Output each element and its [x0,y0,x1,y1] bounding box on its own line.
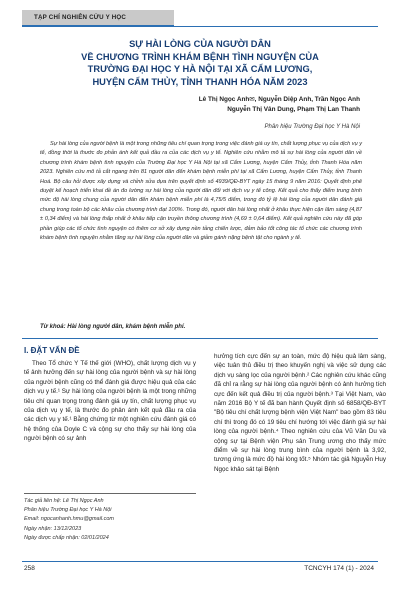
journal-name: TẠP CHÍ NGHIÊN CỨU Y HỌC [34,14,127,21]
authors-line-1: Lê Thị Ngọc Anh✉, Nguyễn Diệp Anh, Trần Ngọc Anh [198,96,360,103]
title-line-1: SỰ HÀI LÒNG CỦA NGƯỜI DÂN [129,39,271,49]
authors-line-2: Nguyễn Thị Vân Dung, Phạm Thị Lan Thanh [227,105,360,113]
header-divider [22,26,378,27]
article-title [30,38,370,88]
section-heading: I. ĐẶT VẤN ĐỀ [24,346,80,355]
author-affiliation: Phân hiệu Trường Đại học Y Hà Nội [264,124,360,130]
footnote-received-date: Ngày nhận: 13/12/2023 [24,525,82,532]
footnote-divider [24,493,196,494]
footnote-email: Email: ngocanhanh.hmu@gmail.com [24,516,114,523]
keywords-label: Từ khoá: [40,324,66,330]
keywords [40,324,370,330]
keywords-text: Hài lòng người dân, khám bệnh miễn phí. [65,324,186,330]
page-number: 258 [24,565,35,572]
footnote-accepted-date: Ngày được chấp nhận: 02/01/2024 [24,534,109,541]
body-column-right [214,352,386,474]
journal-header-tab [22,10,174,27]
body-column-left [24,359,196,444]
journal-issue: TCNCYH 174 (1) - 2024 [304,565,374,572]
abstract [40,140,362,243]
footer-divider [22,561,378,562]
author-list [100,95,360,114]
abstract-text: Sự hài lòng của người bệnh là một trong những tiêu chí quan trọng trong việc đánh giá uy tín, chất lượng phục vụ của dịch vụ y tế, đồng thời là thước đo phản ánh kết quả đầu ra của các dịch vụ y tế. Nghiên cứu nhằm mô tả sự hài lòng của người dân về chương trình khám bệnh tình nguyện của Trường Đại học Y Hà Nội tại xã Cẩm Lương, huyện Cẩm Thủy, tỉnh Thanh Hóa năm 2023. Nghiên cứu mô tả cắt ngang trên 81 người dân đến khám bệnh miễn phí tại xã Cẩm Lương, huyện Cẩm Thủy, tỉnh Thanh Hoá. Bộ câu hỏi được xây dựng và chỉnh sửa dựa trên quyết định số 4939/QĐ-BYT ngày 15 tháng 9 năm 2016: Quyết định phê duyệt kế hoạch triển khai đề án đo lường sự hài lòng của người dân đối với dịch vụ y tế công. Kết quả cho thấy điểm trung bình mức độ hài lòng chung của người dân đến khám bệnh miễn phí là 4,75/5 điểm, trong đó tỷ lệ hài lòng của người dân đánh giá chung trong toàn bộ các khâu của chương trình đạt 100%. Trong đó, người dân hài lòng nhất ở khâu thực hiện cận lâm sàng (4,87 ± 0,34 điểm) và hài lòng thấp nhất ở khâu tiếp cận truyền thông chương trình (4,69 ± 0,64 điểm). Kết quả nghiên cứu này đã góp phần giúp các tổ chức tình nguyện có thêm cơ sở xây dựng nền tảng chiến lược, đảm bảo tốt công tác tổ chức các chương trình khám bệnh tình nguyện nhằm tăng sự hài lòng của người dân và giảm gánh nặng bệnh tật cho ngành y tế. [40,141,362,242]
footnotes [24,497,196,543]
footnote-institution: Phân hiệu Trường Đại học Y Hà Nội [24,507,112,514]
title-line-2: VỀ CHƯƠNG TRÌNH KHÁM BỆNH TÌNH NGUYỆN CỦA [81,51,319,62]
title-line-3: TRƯỜNG ĐẠI HỌC Y HÀ NỘI TẠI XÃ CẨM LƯƠNG, [87,64,313,75]
body-paragraph-left: Theo Tổ chức Y Tế thế giới (WHO), chất lượng dịch vụ y tế ảnh hưởng đến sự hài lòng của người bệnh và sự hài lòng của người bệnh cũng có thể đánh giá được hiệu quả của các dịch vụ y tế.¹ Sự hài lòng của người bệnh là một trong những tiêu chí quan trọng trong đánh giá uy tín, chất lượng phục vụ của dịch vụ y tế, là thước đo phản ánh kết quả đầu ra của các dịch vụ y tế.¹ Bằng chứng từ một nghiên cứu đánh giá có hệ thống của Doyle C và cộng sự cho thấy sự hài lòng của người bệnh có sự ảnh [24,360,196,443]
body-paragraph-right: hưởng tích cực đến sự an toàn, mức độ hiệu quả lâm sàng, việc tuân thủ điều trị theo khuyến nghị và việc sử dụng các dịch vụ sàng lọc của người bệnh.² Các nghiên cứu khác cũng đã chỉ ra rằng sự hài lòng của người bệnh có ảnh hưởng tích cực đến kết quả điều trị của người bệnh.³ Tại Việt Nam, vào năm 2016 Bộ Y tế đã ban hành Quyết định số 6858/QĐ-BYT "Bộ tiêu chí chất lượng bệnh viện Việt Nam" bao gồm 83 tiêu chí thì trong đó có 19 tiêu chí hướng tới việc đánh giá sự hài lòng của người bệnh.⁴ Theo nghiên cứu của Vũ Văn Du và cộng sự tại Bệnh viện Phụ sản Trung ương cho thấy mức điểm về sự hài lòng trung bình của người bệnh là 3,92, tương ứng là mức độ hài lòng tốt.⁵ Nhóm tác giả Nguyễn Huy Ngọc khảo sát tại Bệnh [214,353,386,473]
keywords-divider [22,338,378,339]
footnote-corresponding-author: Tác giả liên hệ: Lê Thị Ngọc Anh [24,498,104,504]
title-line-4: HUYỆN CẨM THỦY, TỈNH THANH HÓA NĂM 2023 [92,76,308,87]
